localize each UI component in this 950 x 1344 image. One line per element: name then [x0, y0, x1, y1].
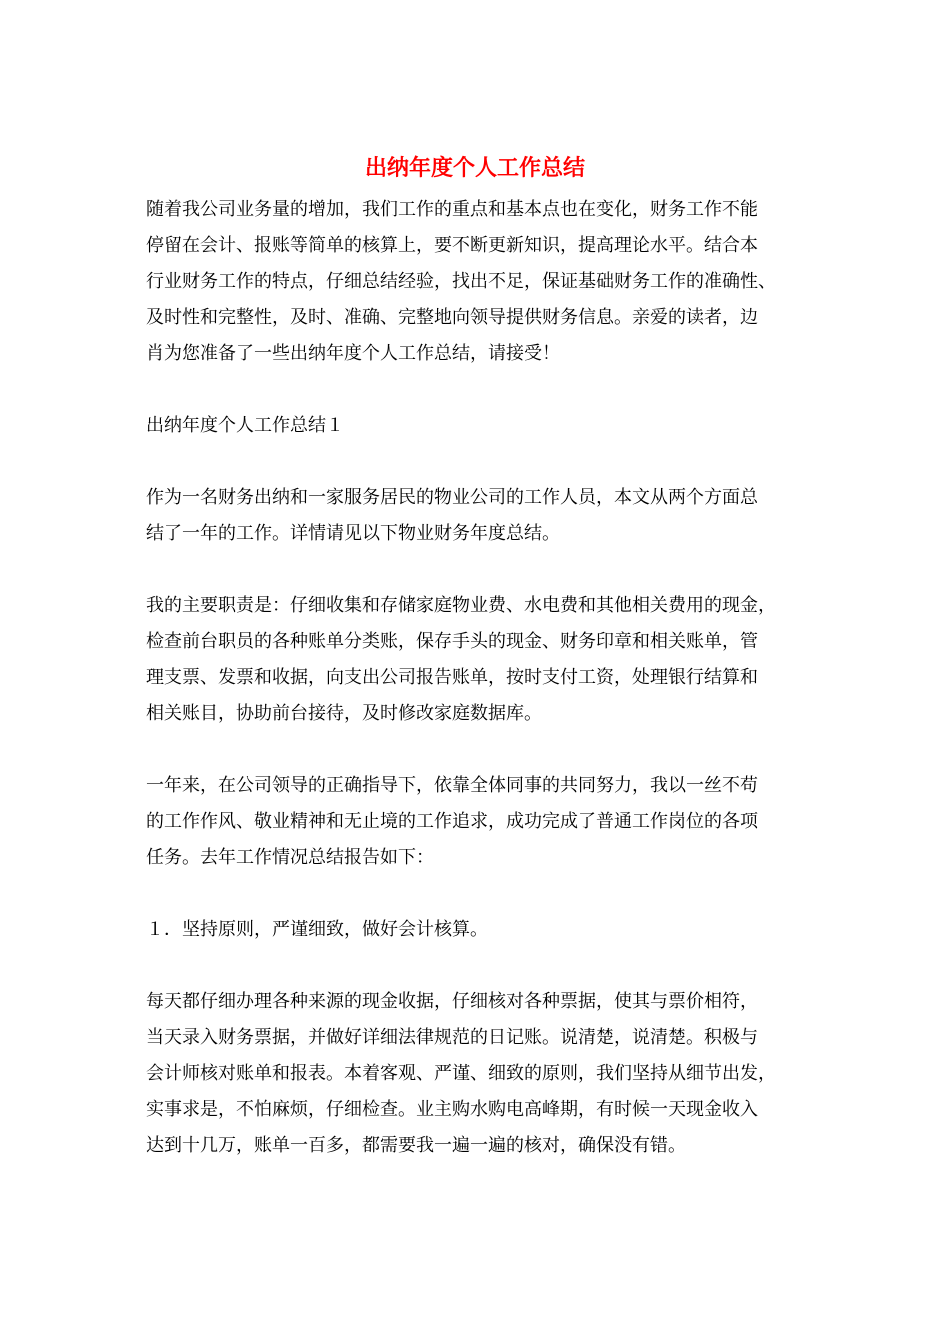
text-line: 出纳年度个人工作总结１ [146, 415, 344, 436]
text-line: 随着我公司业务量的增加，我们工作的重点和基本点也在变化，财务工作不能 [146, 199, 758, 220]
paragraph-intro [146, 192, 814, 372]
list-item-heading [146, 912, 814, 948]
paragraph [146, 768, 814, 876]
text-line: 结了一年的工作。详情请见以下物业财务年度总结。 [146, 523, 560, 544]
text-line: 作为一名财务出纳和一家服务居民的物业公司的工作人员，本文从两个方面总 [146, 487, 758, 508]
text-line: 会计师核对账单和报表。本着客观、严谨、细致的原则，我们坚持从细节出发， [146, 1063, 776, 1084]
text-line: 达到十几万，账单一百多，都需要我一遍一遍的核对，确保没有错。 [146, 1135, 686, 1156]
text-line: 的工作作风、敬业精神和无止境的工作追求，成功完成了普通工作岗位的各项 [146, 811, 758, 832]
text-line: 任务。去年工作情况总结报告如下： [146, 847, 434, 868]
text-line: 行业财务工作的特点，仔细总结经验，找出不足，保证基础财务工作的准确性、 [146, 271, 776, 292]
text-line: 肖为您准备了一些出纳年度个人工作总结，请接受！ [146, 343, 560, 364]
paragraph [146, 588, 814, 732]
text-line: 当天录入财务票据，并做好详细法律规范的日记账。说清楚，说清楚。积极与 [146, 1027, 758, 1048]
paragraph [146, 480, 814, 552]
text-line: 检查前台职员的各种账单分类账，保存手头的现金、财务印章和相关账单，管 [146, 631, 758, 652]
text-line: 停留在会计、报账等简单的核算上，要不断更新知识，提高理论水平。结合本 [146, 235, 758, 256]
text-line: 及时性和完整性，及时、准确、完整地向领导提供财务信息。亲爱的读者，边 [146, 307, 758, 328]
text-line: 一年来，在公司领导的正确指导下，依靠全体同事的共同努力，我以一丝不苟 [146, 775, 758, 796]
text-line: 每天都仔细办理各种来源的现金收据，仔细核对各种票据，使其与票价相符， [146, 991, 758, 1012]
paragraph [146, 984, 814, 1164]
document-body [146, 192, 814, 1200]
section-heading [146, 408, 814, 444]
text-line: 相关账目，协助前台接待，及时修改家庭数据库。 [146, 703, 542, 724]
text-line: 理支票、发票和收据，向支出公司报告账单，按时支付工资，处理银行结算和 [146, 667, 758, 688]
document-title: 出纳年度个人工作总结 [364, 156, 585, 181]
text-line: 我的主要职责是：仔细收集和存储家庭物业费、水电费和其他相关费用的现金， [146, 595, 776, 616]
text-line: １．坚持原则，严谨细致，做好会计核算。 [146, 919, 488, 940]
text-line: 实事求是，不怕麻烦，仔细检查。业主购水购电高峰期，有时候一天现金收入 [146, 1099, 758, 1120]
